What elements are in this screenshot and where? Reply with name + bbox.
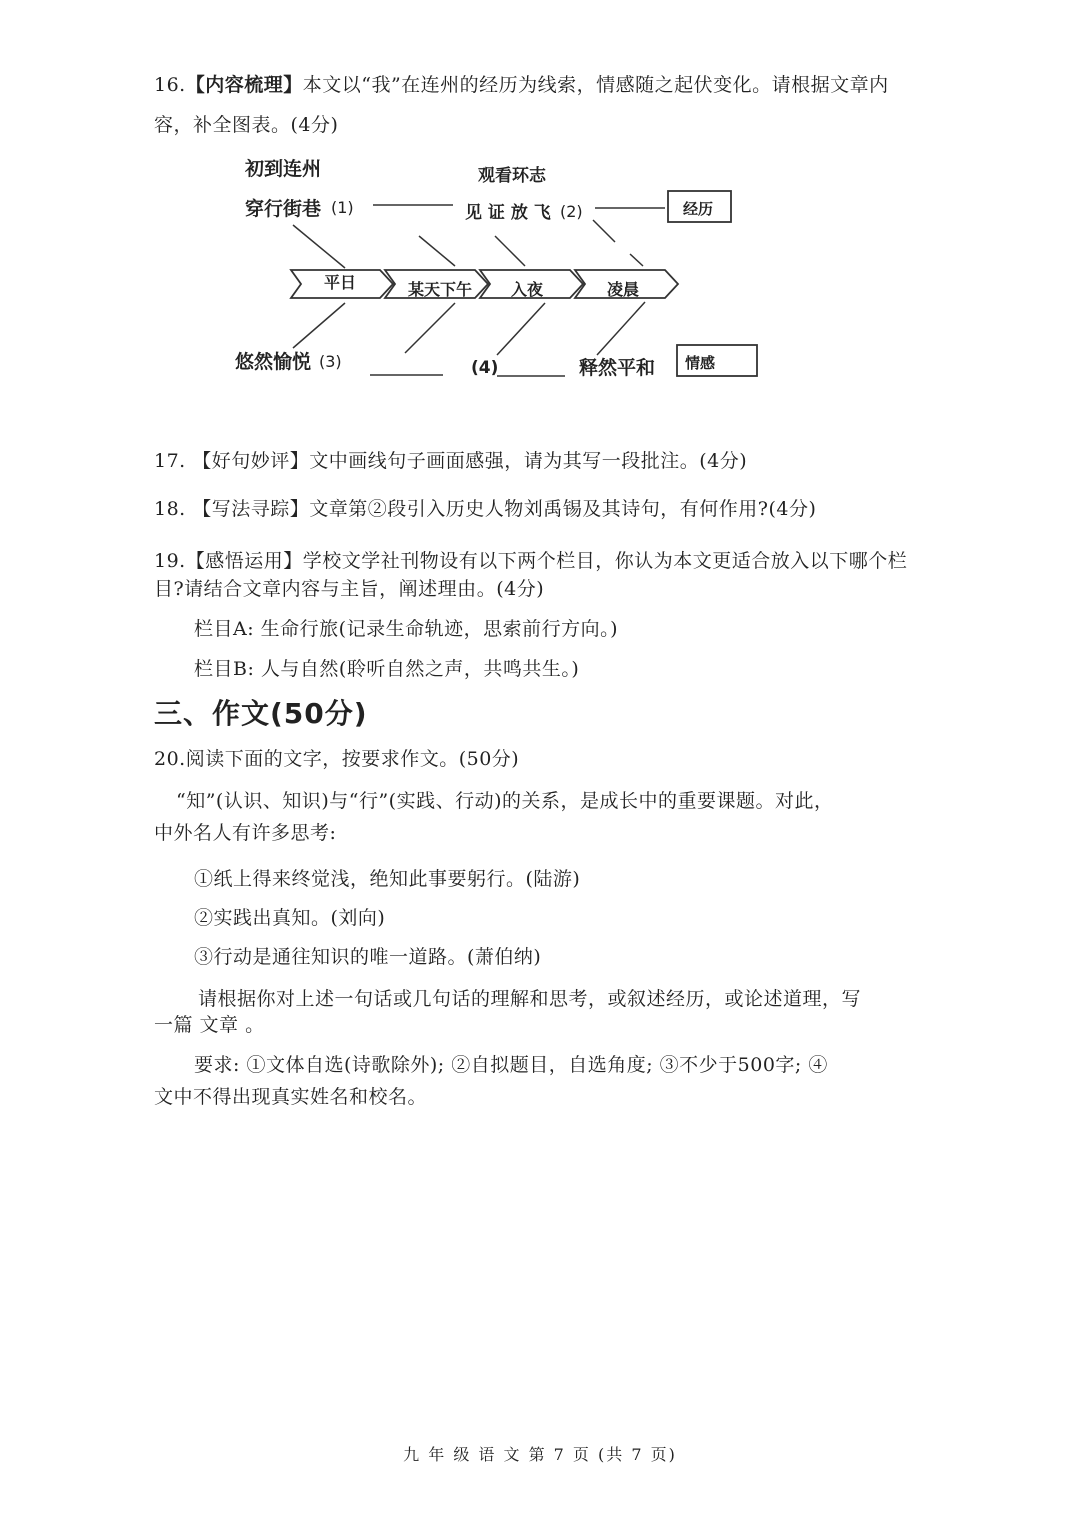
q20-para1-line2: 中外名人有许多思考: — [154, 822, 337, 844]
diagram-bottom-4: 释然平和 — [579, 357, 656, 379]
q16-text: 本文以“我”在连州的经历为线索，情感随之起伏变化。请根据文章内 — [302, 74, 889, 96]
diagram-rib-down-2 — [405, 303, 455, 353]
arrow-label-2: 某天下午 — [408, 280, 473, 299]
diagram-rib-up-4 — [593, 220, 615, 242]
q16-number: 16. — [154, 74, 186, 96]
q20-requirements-line1: 要求: ①文体自选(诗歌除外); ②自拟题目，自选角度; ③不少于500字; ④ — [194, 1054, 828, 1076]
q19-line1: 19.【感悟运用】学校文学社刊物设有以下两个栏目，你认为本文更适合放入以下哪个栏 — [154, 550, 908, 572]
q16-tag: 【内容梳理】 — [185, 74, 303, 96]
q20-requirements-line2: 文中不得出现真实姓名和校名。 — [154, 1086, 428, 1108]
diagram-rib-up-3 — [495, 236, 525, 266]
q20-para2-line2: 一篇 文章 。 — [154, 1014, 265, 1036]
q19-option-b: 栏目B: 人与自然(聆听自然之声，共鸣共生。) — [194, 658, 580, 680]
q20-quote-2: ②实践出真知。(刘向) — [194, 907, 386, 929]
q20-quote-1: ①纸上得来终觉浅，绝知此事要躬行。(陆游) — [194, 868, 581, 890]
q17: 17. 【好句妙评】文中画线句子画面感强，请为其写一段批注。(4分) — [154, 450, 748, 472]
diagram-rib-up-4b — [630, 254, 643, 266]
q19-option-a: 栏目A: 生命行旅(记录生命轨迹，思索前行方向。) — [194, 618, 618, 640]
q16-line2: 容，补全图表。(4分) — [154, 114, 339, 136]
q20-quote-3: ③行动是通往知识的唯一道路。(萧伯纳) — [194, 946, 542, 968]
section-heading: 三、作文(50分) — [154, 697, 368, 730]
diagram-top-left-2: 穿行街巷 — [245, 198, 322, 220]
diagram-rib-down-1 — [293, 303, 345, 348]
arrow-label-3: 入夜 — [511, 280, 544, 299]
diagram-bottom-1: 悠然愉悦 — [235, 351, 312, 373]
diagram-rib-down-3 — [497, 303, 545, 355]
diagram-box-bottom-label: 情感 — [685, 354, 716, 372]
q20-para2-line1: 请根据你对上述一句话或几句话的理解和思考，或叙述经历，或论述道理，写 — [198, 988, 862, 1010]
diagram-rib-up-2 — [419, 236, 455, 266]
diagram-rib-down-4 — [597, 302, 645, 355]
q18: 18. 【写法寻踪】文章第②段引入历史人物刘禹锡及其诗句，有何作用?(4分) — [154, 498, 817, 520]
arrow-label-4: 凌晨 — [607, 280, 640, 299]
q20-line1: 20.阅读下面的文字，按要求作文。(50分) — [154, 748, 520, 770]
diagram-blank-3: (3) — [319, 352, 342, 371]
diagram-top-mid-1: 观看环志 — [478, 166, 546, 186]
diagram-blank-2: (2) — [560, 202, 583, 221]
page-footer: 九 年 级 语 文 第 7 页 (共 7 页) — [403, 1445, 677, 1464]
diagram-top-left-1: 初到连州 — [245, 158, 322, 180]
q19-line2: 目?请结合文章内容与主旨，阐述理由。(4分) — [154, 578, 545, 600]
diagram-rib-up-1 — [293, 225, 345, 268]
q16-line1 — [154, 70, 889, 97]
diagram-top-mid-2: 见 证 放 飞 — [465, 203, 551, 223]
diagram-box-top-label: 经历 — [683, 200, 714, 218]
arrow-label-1: 平日 — [324, 273, 357, 292]
diagram-blank-1: (1) — [331, 198, 354, 217]
q20-para1-line1: “知”(认识、知识)与“行”(实践、行动)的关系，是成长中的重要课题。对此， — [176, 790, 834, 812]
fishbone-diagram — [225, 150, 775, 390]
diagram-blank-4: (4) — [471, 358, 499, 378]
